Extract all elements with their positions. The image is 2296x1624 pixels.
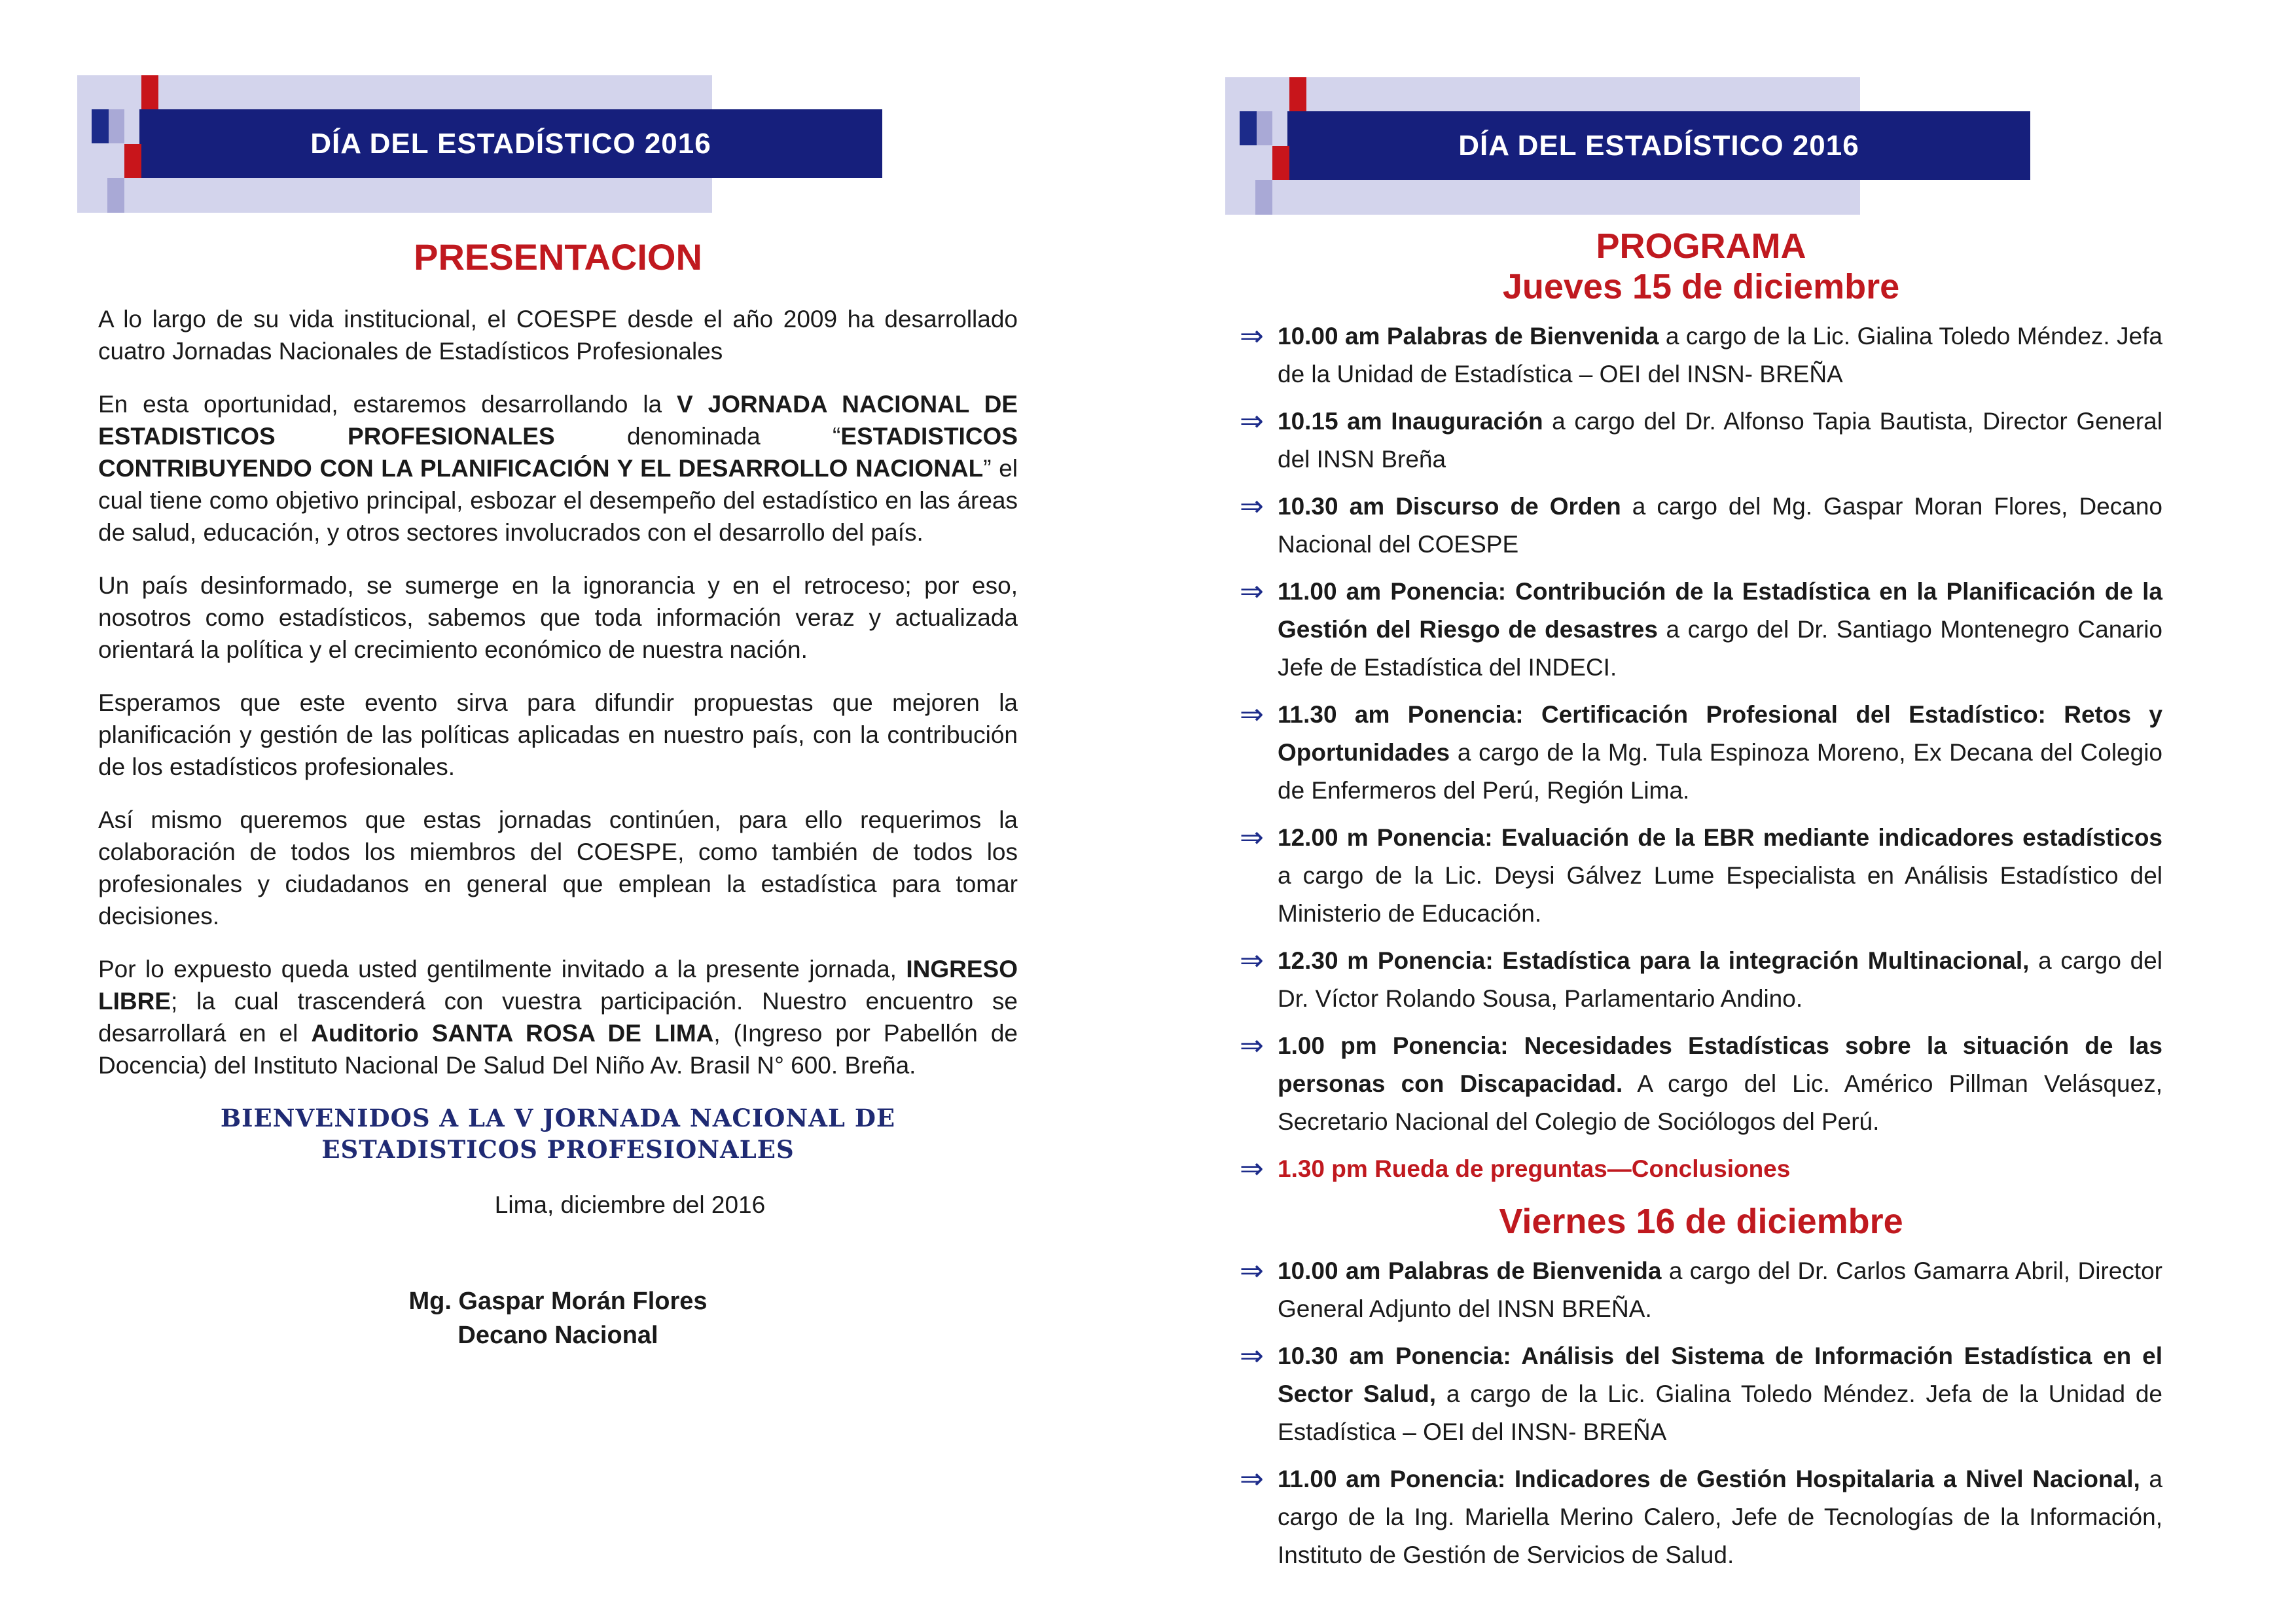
header-banner [77, 75, 882, 219]
agenda-item [1240, 1460, 2162, 1574]
banner-accent-square [141, 75, 158, 109]
paragraph [98, 953, 1018, 1081]
agenda-item [1240, 403, 2162, 478]
agenda-item [1240, 1150, 2162, 1188]
banner-accent-square [1240, 111, 1257, 145]
banner-title: DÍA DEL ESTADÍSTICO 2016 [1458, 129, 1859, 162]
day-heading: Viernes 16 de diciembre [1499, 1202, 1903, 1241]
paragraph-text: Por lo expuesto queda usted gentilmente invitado a la presente jornada, [98, 956, 906, 983]
paragraph-text: En esta oportunidad, estaremos desarrollando la [98, 391, 677, 418]
arrow-icon: ⇒ [1240, 490, 1264, 523]
agenda-item-detail: a cargo de la Ing. Mariella Merino Calero, Jefe de Tecnologías de la Información, Instituto de Gestión de Servicios de Salud. [1278, 1466, 2163, 1568]
agenda-item-title: 11.30 am Ponencia: Certificación Profesional del Estadístico: Retos y Oportunidades [1278, 701, 2162, 766]
agenda-item-detail: a cargo del Dr. Alfonso Tapia Bautista, Director General del INSN Breña [1278, 408, 2162, 473]
banner-accent-square [107, 178, 124, 213]
arrow-icon: ⇒ [1240, 1254, 1264, 1288]
arrow-icon: ⇒ [1240, 319, 1264, 353]
arrow-icon: ⇒ [1240, 1152, 1264, 1185]
arrow-icon: ⇒ [1240, 1339, 1264, 1373]
free-entry: INGRESO LIBRE [98, 956, 1018, 1015]
agenda-item-title: 1.00 pm Ponencia: Necesidades Estadísticas sobre la situación de las personas con Discapacidad. [1278, 1032, 2162, 1097]
agenda-text [1278, 942, 2162, 1018]
agenda-item-title: 10.00 am Palabras de Bienvenida [1278, 1257, 1662, 1284]
welcome-message [98, 1102, 1018, 1165]
agenda-text [1278, 1337, 2162, 1451]
agenda-item-detail: a cargo del Dr. Víctor Rolando Sousa, Parlamentario Andino. [1278, 947, 2162, 1012]
agenda-text [1278, 1252, 2162, 1328]
welcome-line: BIENVENIDOS A LA V JORNADA NACIONAL DE [220, 1104, 896, 1132]
agenda-item [1240, 488, 2162, 564]
agenda-text: 1.30 pm Rueda de preguntas—Conclusiones [1278, 1155, 1791, 1182]
agenda-item-title: 12.30 m Ponencia: Estadística para la integración Multinacional, [1278, 947, 2030, 974]
event-theme: ESTADISTICOS CONTRIBUYENDO CON LA PLANIFICACIÓN Y EL DESARROLLO NACIONAL [98, 423, 1018, 482]
paragraph-text: Así mismo queremos que estas jornadas continúen, para ello requerimos la colaboración de todos los miembros del COESPE, como también de todos los profesionales y ciudadanos en general que emplean la estadística para tomar decisiones. [98, 806, 1018, 929]
banner-accent-square [109, 109, 124, 143]
agenda-item-detail: a cargo de la Lic. Gialina Toledo Méndez. Jefa de la Unidad de Estadística – OEI del INSN- BREÑA [1278, 323, 2162, 388]
agenda-item-title: 11.00 am Ponencia: Contribución de la Estadística en la Planificación de la Gestión del Riesgo de desastres [1278, 578, 2162, 643]
agenda-item-detail: a cargo de la Lic. Deysi Gálvez Lume Especialista en Análisis Estadístico del Ministerio de Educación. [1278, 862, 2162, 927]
agenda-item [1240, 1337, 2162, 1451]
agenda-text [1278, 696, 2162, 810]
paragraph [98, 804, 1018, 932]
day1-agenda [1240, 317, 2162, 1141]
agenda-text [1278, 1460, 2162, 1574]
agenda-text [1278, 1027, 2162, 1141]
paragraph [98, 303, 1018, 367]
agenda-text [1278, 573, 2162, 687]
agenda-item-detail: a cargo del Dr. Santiago Montenegro Canario Jefe de Estadística del INDECI. [1278, 616, 2162, 681]
paragraph-text: A lo largo de su vida institucional, el COESPE desde el año 2009 ha desarrollado cuatro Jornadas Nacionales de Estadísticos Profesionales [98, 306, 1018, 365]
banner-accent-square [1257, 111, 1272, 145]
section-heading: PRESENTACION [414, 236, 702, 278]
day-heading: Jueves 15 de diciembre [1502, 267, 1900, 306]
arrow-icon: ⇒ [1240, 698, 1264, 731]
paragraph-text: ; la cual trascenderá con vuestra participación. Nuestro encuentro se desarrollará en el [98, 988, 1018, 1047]
agenda-item [1240, 1027, 2162, 1141]
paragraph [98, 388, 1018, 549]
agenda-item-title: 12.00 m Ponencia: Evaluación de la EBR mediante indicadores estadísticos [1278, 824, 2162, 851]
banner-accent-square [1289, 77, 1306, 111]
banner-title: DÍA DEL ESTADÍSTICO 2016 [310, 127, 711, 160]
agenda-item-detail: a cargo del Dr. Carlos Gamarra Abril, Director General Adjunto del INSN BREÑA. [1278, 1257, 2162, 1322]
banner-accent-square [1255, 180, 1272, 215]
arrow-icon: ⇒ [1240, 1462, 1264, 1496]
section-heading: PROGRAMA [1596, 226, 1806, 266]
day2-agenda [1240, 1252, 2162, 1574]
agenda-text [1278, 488, 2162, 564]
agenda-item [1240, 1252, 2162, 1328]
agenda-item-title: 11.00 am Ponencia: Indicadores de Gestión Hospitalaria a Nivel Nacional, [1278, 1466, 2140, 1492]
paragraph [98, 687, 1018, 783]
signature-block [98, 1284, 1018, 1352]
agenda-item-title: 10.30 am Discurso de Orden [1278, 493, 1621, 520]
banner-accent-square [92, 109, 109, 143]
agenda-item-detail: a cargo de la Lic. Gialina Toledo Méndez. Jefa de la Unidad de Estadística – OEI del INSN- BREÑA [1278, 1380, 2163, 1445]
paragraph-text: , (Ingreso por Pabellón de Docencia) del Instituto Nacional De Salud Del Niño Av. Brasil N° 600. Breña. [98, 1020, 1018, 1079]
agenda-item [1240, 819, 2162, 933]
paragraph-text: Esperamos que este evento sirva para difundir propuestas que mejoren la planificación y gestión de las políticas aplicadas en nuestro país, con la contribución de los estadísticos profesionales. [98, 689, 1018, 780]
program-section [1240, 226, 2162, 1583]
agenda-item-detail: A cargo del Lic. Américo Pillman Velásquez, Secretario Nacional del Colegio de Sociólogos del Perú. [1278, 1070, 2162, 1135]
agenda-item [1240, 317, 2162, 393]
place-date: Lima, diciembre del 2016 [494, 1191, 766, 1218]
signer-title: Decano Nacional [457, 1322, 658, 1349]
paragraph-text: ” el cual tiene como objetivo principal, esbozar el desempeño del estadístico en las áreas de salud, educación, y otros sectores involucrados con el desarrollo del país. [98, 455, 1018, 546]
agenda-item-detail: a cargo del Mg. Gaspar Moran Flores, Decano Nacional del COESPE [1278, 493, 2162, 558]
paragraph-text: denominada “ [554, 423, 841, 450]
agenda-item-title: 10.15 am Inauguración [1278, 408, 1543, 435]
agenda-item-detail: a cargo de la Mg. Tula Espinoza Moreno, Ex Decana del Colegio de Enfermeros del Perú, Región Lima. [1278, 739, 2162, 804]
arrow-icon: ⇒ [1240, 405, 1264, 438]
paragraph [98, 569, 1018, 666]
arrow-icon: ⇒ [1240, 1029, 1264, 1062]
agenda-text [1278, 403, 2162, 478]
arrow-icon: ⇒ [1240, 821, 1264, 854]
agenda-item [1240, 573, 2162, 687]
agenda-item-title: 10.00 am Palabras de Bienvenida [1278, 323, 1659, 350]
agenda-text [1278, 819, 2162, 933]
agenda-item-title: 10.30 am Ponencia: Análisis del Sistema de Información Estadística en el Sector Salud, [1278, 1343, 2162, 1407]
event-name: V JORNADA NACIONAL DE ESTADISTICOS PROFESIONALES [98, 391, 1018, 450]
paragraph-text: Un país desinformado, se sumerge en la ignorancia y en el retroceso; por eso, nosotros como estadísticos, sabemos que toda información veraz y actualizada orientará la política y el crecimiento económico de nuestra nación. [98, 572, 1018, 663]
presentation-section [98, 236, 1018, 1352]
arrow-icon: ⇒ [1240, 575, 1264, 608]
venue-name: Auditorio SANTA ROSA DE LIMA [311, 1020, 714, 1047]
arrow-icon: ⇒ [1240, 944, 1264, 977]
agenda-text [1278, 317, 2162, 393]
signer-name: Mg. Gaspar Morán Flores [408, 1288, 708, 1315]
right-page [1148, 0, 2296, 1624]
welcome-line: ESTADISTICOS PROFESIONALES [321, 1135, 795, 1164]
header-banner [1225, 77, 2030, 221]
agenda-item [1240, 942, 2162, 1018]
agenda-item [1240, 696, 2162, 810]
